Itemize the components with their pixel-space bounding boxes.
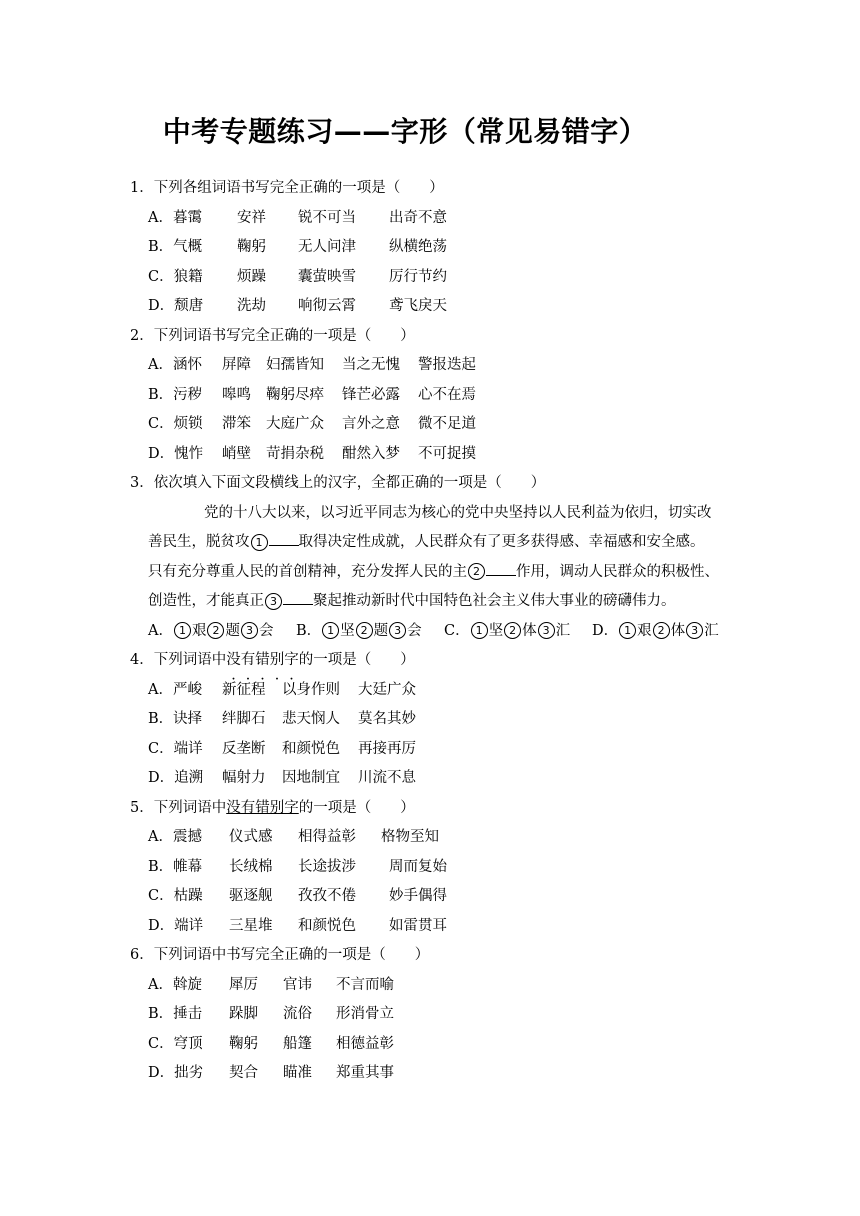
option-label: C．穹顶 bbox=[148, 1035, 203, 1052]
question-2-stem: 2．下列词语书写完全正确的一项是（ ） bbox=[130, 327, 415, 344]
page-title: 中考专题练习——字形（常见易错字） bbox=[162, 115, 648, 148]
stem-text: 的一项是（ ） bbox=[298, 799, 415, 816]
question-5-option-d bbox=[130, 912, 740, 942]
word: 长绒棉 bbox=[229, 858, 273, 875]
word: 郑重其事 bbox=[336, 1065, 394, 1081]
word: 官讳 bbox=[283, 976, 312, 993]
question-1-option-d bbox=[130, 292, 740, 322]
option-label: B．污秽 bbox=[148, 386, 203, 403]
word: 警报迭起 bbox=[418, 357, 476, 373]
word: 长途拔涉 bbox=[298, 858, 356, 875]
option-label: D．愧怍 bbox=[148, 445, 204, 462]
blank-number-2: 2 bbox=[468, 563, 485, 580]
question-4-stem bbox=[130, 646, 740, 676]
word: 锋芒必露 bbox=[342, 386, 400, 403]
question-1-option-b bbox=[130, 233, 740, 263]
option-label: A．震撼 bbox=[148, 829, 202, 845]
question-6-option-d bbox=[130, 1059, 740, 1089]
question-3-option-b bbox=[296, 617, 444, 647]
question-6-option-a bbox=[130, 971, 740, 1001]
word: 锐不可当 bbox=[298, 209, 356, 226]
word: 鞠躬 bbox=[237, 239, 266, 255]
word: 跺脚 bbox=[229, 1006, 258, 1022]
option-label: B．气概 bbox=[148, 239, 203, 255]
word: 孜孜不倦 bbox=[298, 888, 356, 904]
choice-char: 体 bbox=[670, 622, 686, 639]
word: 相德益彰 bbox=[336, 1035, 394, 1052]
option-label: D．端详 bbox=[148, 917, 204, 934]
word: 三星堆 bbox=[229, 917, 273, 934]
emphasized-phrase: 没有错别字 bbox=[226, 652, 299, 668]
option-label: D． bbox=[592, 622, 619, 639]
question-3-option-d bbox=[592, 617, 719, 647]
blank-number-2: 2 bbox=[504, 622, 521, 639]
option-label: D．拙劣 bbox=[148, 1065, 204, 1081]
word: 响彻云霄 bbox=[298, 298, 356, 314]
word: 反垄断 bbox=[222, 740, 266, 757]
choice-char: 汇 bbox=[555, 622, 571, 639]
underlined-phrase: 没有错别字 bbox=[226, 799, 299, 816]
word: 出奇不意 bbox=[389, 209, 447, 226]
word: 新征程 bbox=[222, 681, 266, 698]
question-6-stem: 6．下列词语中书写完全正确的一项是（ ） bbox=[130, 947, 430, 963]
question-2-option-c bbox=[130, 410, 740, 440]
word: 安祥 bbox=[237, 209, 266, 226]
blank-number-1: 1 bbox=[619, 622, 636, 639]
passage-text: 聚起推动新时代中国特色社会主义伟大事业的磅礴伟力。 bbox=[313, 593, 676, 609]
stem-text: 的一项是（ ） bbox=[298, 652, 415, 668]
choice-char: 艰 bbox=[191, 622, 207, 639]
question-3-stem: 3．依次填入下面文段横线上的汉字，全都正确的一项是（ ） bbox=[130, 475, 546, 491]
passage-text: 取得决定性成就，人民群众有了更多获得感、幸福感和安全感。 bbox=[298, 534, 705, 550]
question-3-option-a bbox=[148, 617, 296, 647]
question-1-stem: 1．下列各组词语书写完全正确的一项是（ ） bbox=[130, 180, 444, 196]
word: 心不在焉 bbox=[418, 386, 476, 403]
word: 酣然入梦 bbox=[342, 445, 400, 462]
word: 鸢飞戾天 bbox=[389, 298, 447, 314]
word: 以身作则 bbox=[282, 681, 340, 698]
option-label: A． bbox=[148, 622, 173, 639]
word: 鞠躬 bbox=[229, 1035, 258, 1052]
exercise-content bbox=[130, 174, 740, 1089]
word: 鞠躬尽瘁 bbox=[266, 386, 324, 403]
option-label: C． bbox=[444, 622, 470, 639]
question-4-option-d bbox=[130, 764, 740, 794]
option-label: C．狼籍 bbox=[148, 268, 203, 285]
passage-text: 只有充分尊重人民的首创精神，充分发挥人民的主 bbox=[148, 563, 467, 580]
blank-number-1: 1 bbox=[251, 534, 268, 551]
word: 囊萤映雪 bbox=[298, 268, 356, 285]
question-2-option-b bbox=[130, 381, 740, 411]
question-6-option-c bbox=[130, 1030, 740, 1060]
word: 再接再厉 bbox=[358, 740, 416, 757]
word: 驱逐舰 bbox=[229, 888, 273, 904]
word: 仪式感 bbox=[229, 829, 273, 845]
blank-number-3: 3 bbox=[389, 622, 406, 639]
question-2-option-a bbox=[130, 351, 740, 381]
question-4-option-a bbox=[130, 676, 740, 706]
word: 当之无愧 bbox=[342, 357, 400, 373]
blank-number-1: 1 bbox=[174, 622, 191, 639]
blank-number-3: 3 bbox=[686, 622, 703, 639]
word: 妙手偶得 bbox=[389, 888, 447, 904]
choice-char: 题 bbox=[373, 622, 389, 639]
word: 莫名其妙 bbox=[358, 711, 416, 727]
passage-text: 作用，调动人民群众的积极性、 bbox=[516, 563, 719, 580]
question-2-option-d bbox=[130, 440, 740, 470]
option-label: C．烦锁 bbox=[148, 416, 203, 432]
emphasis-dots bbox=[226, 676, 299, 684]
option-label: B．诀择 bbox=[148, 711, 203, 727]
question-6-option-b bbox=[130, 1000, 740, 1030]
question-3-options bbox=[130, 617, 740, 647]
word: 格物至知 bbox=[381, 829, 439, 845]
option-label: B．帷幕 bbox=[148, 858, 203, 875]
option-label: A．涵怀 bbox=[148, 357, 202, 373]
word: 微不足道 bbox=[418, 416, 476, 432]
blank-number-2: 2 bbox=[207, 622, 224, 639]
stem-text: 4．下列词语中 bbox=[130, 652, 227, 668]
question-1-option-a bbox=[130, 204, 740, 234]
word: 屏障 bbox=[222, 357, 251, 373]
word: 纵横绝荡 bbox=[389, 239, 447, 255]
word: 川流不息 bbox=[358, 770, 416, 786]
option-label: B． bbox=[296, 622, 322, 639]
question-5-option-b bbox=[130, 853, 740, 883]
option-label: A．暮霭 bbox=[148, 209, 202, 226]
question-5-option-c bbox=[130, 882, 740, 912]
choice-char: 艰 bbox=[637, 622, 652, 639]
question-3-option-c bbox=[444, 617, 592, 647]
word: 和颜悦色 bbox=[298, 917, 356, 934]
choice-char: 坚 bbox=[488, 622, 504, 639]
word: 和颜悦色 bbox=[282, 740, 340, 757]
word: 因地制宜 bbox=[282, 770, 340, 786]
word: 绊脚石 bbox=[222, 711, 266, 727]
passage-text: 创造性，才能真正 bbox=[148, 593, 264, 609]
blank-number-1: 1 bbox=[471, 622, 488, 639]
word: 大廷广众 bbox=[358, 681, 416, 698]
word: 形消骨立 bbox=[336, 1006, 394, 1022]
word: 烦躁 bbox=[237, 268, 266, 285]
word: 周而复始 bbox=[389, 858, 447, 875]
blank-number-3: 3 bbox=[265, 593, 282, 610]
word: 嗥鸣 bbox=[222, 386, 251, 403]
choice-char: 会 bbox=[258, 622, 274, 639]
choice-char: 体 bbox=[522, 622, 537, 639]
option-label: A．严峻 bbox=[148, 681, 202, 698]
blank-number-1: 1 bbox=[322, 622, 339, 639]
word: 瞄准 bbox=[283, 1065, 312, 1081]
word: 大庭广众 bbox=[266, 416, 324, 432]
blank-number-3: 3 bbox=[241, 622, 258, 639]
question-3-passage-line-2 bbox=[130, 528, 740, 558]
question-4-option-c bbox=[130, 735, 740, 765]
word: 滞笨 bbox=[222, 416, 251, 432]
question-3-passage-line-3 bbox=[130, 558, 740, 588]
word: 契合 bbox=[229, 1065, 258, 1081]
word: 不言而喻 bbox=[336, 976, 394, 993]
fill-blank bbox=[283, 590, 313, 605]
word: 峭壁 bbox=[222, 445, 251, 462]
word: 妇孺皆知 bbox=[266, 357, 324, 373]
word: 厉行节约 bbox=[389, 268, 447, 285]
question-1-option-c bbox=[130, 263, 740, 293]
question-4-option-b bbox=[130, 705, 740, 735]
word: 犀厉 bbox=[229, 976, 258, 993]
word: 无人问津 bbox=[298, 239, 356, 255]
choice-char: 坚 bbox=[340, 622, 355, 639]
blank-number-2: 2 bbox=[653, 622, 670, 639]
question-5-option-a bbox=[130, 823, 740, 853]
passage-text: 善民生，脱贫攻 bbox=[148, 534, 250, 550]
question-3-passage-line-1: 党的十八大以来，以习近平同志为核心的党中央坚持以人民利益为依归，切实改 bbox=[204, 504, 712, 521]
emphasis-text bbox=[226, 646, 299, 676]
fill-blank bbox=[269, 531, 299, 546]
option-label: C．端详 bbox=[148, 740, 203, 757]
option-label: C．枯躁 bbox=[148, 888, 203, 904]
fill-blank bbox=[486, 561, 516, 576]
word: 不可捉摸 bbox=[418, 445, 476, 462]
word: 如雷贯耳 bbox=[389, 917, 447, 934]
word: 船篷 bbox=[283, 1035, 312, 1052]
choice-char: 会 bbox=[407, 622, 422, 639]
choice-char: 题 bbox=[225, 622, 240, 639]
word: 言外之意 bbox=[342, 416, 400, 432]
word: 洗劫 bbox=[237, 298, 266, 314]
option-label: B．捶击 bbox=[148, 1006, 203, 1022]
word: 流俗 bbox=[283, 1006, 312, 1022]
stem-text: 5．下列词语中 bbox=[130, 799, 227, 816]
option-label: A．斡旋 bbox=[148, 976, 202, 993]
question-5-stem bbox=[130, 794, 740, 824]
question-3-passage-line-4 bbox=[130, 587, 740, 617]
word: 相得益彰 bbox=[298, 829, 356, 845]
blank-number-2: 2 bbox=[356, 622, 373, 639]
option-label: D．颓唐 bbox=[148, 298, 204, 314]
option-label: D．追溯 bbox=[148, 770, 204, 786]
blank-number-3: 3 bbox=[538, 622, 555, 639]
word: 悲天悯人 bbox=[282, 711, 340, 727]
word: 苛捐杂税 bbox=[266, 445, 324, 462]
choice-char: 汇 bbox=[704, 622, 719, 639]
word: 幅射力 bbox=[222, 770, 266, 786]
